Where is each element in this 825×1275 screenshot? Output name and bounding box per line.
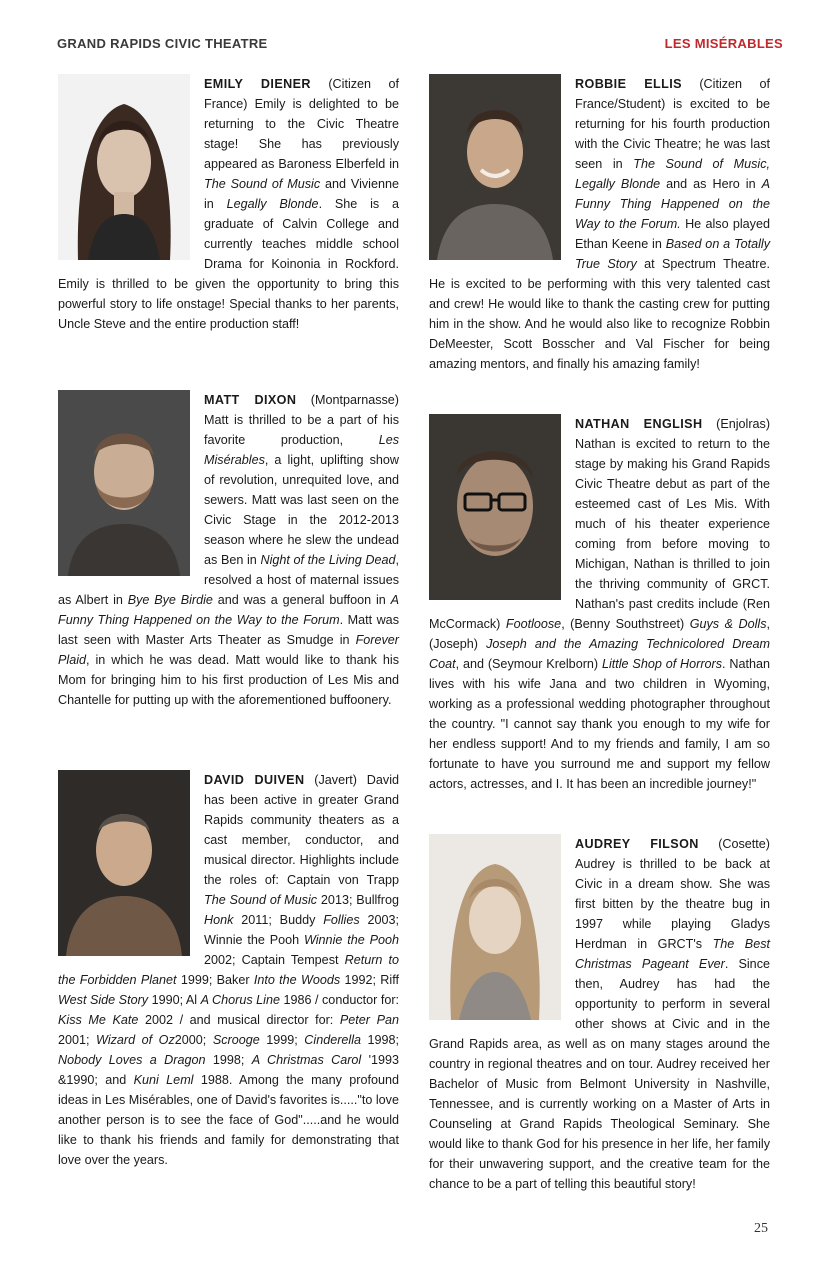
bio-title: Based on a Totally True Story: [575, 237, 770, 271]
bio-role: (Montparnasse): [310, 393, 399, 407]
headshot-audrey-filson: [429, 834, 561, 1020]
bio-text: . She is a graduate of Calvin College and currently teaches middle school Drama for Koinonia in Rockford. Emily is thrilled to be given the opportunity to bring this powerful story to life onstage! Special thanks to her parents, Uncle Steve and the entire production staff!: [58, 197, 399, 331]
bio-text: , (Benny Southstreet): [561, 617, 690, 631]
bio-text: , a light, uplifting show of revolution, unrequited love, and sewers. Matt was last seen on the Civic Stage in the 2012-2013 season where he slew the undead as Ben in: [204, 453, 399, 567]
bio-text: 2013; Bullfrog: [317, 893, 399, 907]
headshot-emily-diener: [58, 74, 190, 260]
bio-title: Legally Blonde: [226, 197, 319, 211]
bio-text: , (Joseph): [429, 617, 770, 651]
bio-text: 1999;: [259, 1033, 305, 1047]
bio-title: Forever Plaid: [58, 633, 399, 667]
bio-text: and Vivienne in: [204, 177, 399, 211]
bio-title: Peter Pan: [339, 1013, 399, 1027]
bio-name: ROBBIE ELLIS: [575, 77, 682, 91]
bio-text: and as Hero in: [660, 177, 762, 191]
bio-text: 1990; Al: [148, 993, 201, 1007]
bio-title: Into the Woods: [253, 973, 341, 987]
bio-title: Winnie the Pooh: [303, 933, 399, 947]
bio-name: EMILY DIENER: [204, 77, 311, 91]
bio-emily-diener: [58, 74, 399, 334]
left-column: [58, 74, 399, 1170]
bio-title: The Sound of Music: [204, 893, 318, 907]
bio-role: (Javert): [314, 773, 357, 787]
bio-title: Wizard of Oz: [96, 1033, 175, 1047]
headshot-matt-dixon: [58, 390, 190, 576]
headshot-robbie-ellis: [429, 74, 561, 260]
bio-text: 2002 / and musical director for:: [138, 1013, 340, 1027]
bio-text: . Nathan lives with his wife Jana and two children in Wyoming, working as a professional wedding photographer throughout the country. "I cannot say thank you enough to my wife for her endless support! And to my friends and family, I am so fortunate to have you surround me and support my fellow actors, actresses, and I. It has been an incredible journey!": [429, 657, 771, 791]
bio-text: 2001;: [58, 1033, 97, 1047]
bio-name: NATHAN ENGLISH: [575, 417, 703, 431]
bio-robbie-ellis: [429, 74, 770, 374]
bio-text: 2000;: [174, 1033, 213, 1047]
bio-text: and was a general buffoon in: [212, 593, 391, 607]
bio-title: Kiss Me Kate: [58, 1013, 139, 1027]
bio-text: 1998;: [205, 1053, 252, 1067]
bio-role: (Citizen of France/Student): [575, 77, 770, 111]
bio-title: A Chorus Line: [200, 993, 280, 1007]
page-number: 25: [754, 1221, 768, 1236]
bio-title: The Best Christmas Pageant Ever: [575, 937, 770, 971]
bio-text: . Since then, Audrey has had the opportunity to perform in several other shows at Civic and in the Grand Rapids area, as well as on many stages around the country in regional theatres and on tour. Audrey received her Bachelor of Music from Belmont University in Nashville, Tennessee, and is currently working on a Master of Arts in Counseling at Grand Rapids Theological Seminary. She would like to thank God for his presence in her life, her family for their unwavering support, and the creative team for the chance to be a part of telling this beautiful story!: [429, 957, 770, 1191]
bio-text: 1992; Riff: [340, 973, 399, 987]
bio-text: He also played Ethan Keene in: [575, 217, 770, 251]
bio-text: Matt is thrilled to be a part of his favorite production,: [204, 413, 399, 447]
bio-title: The Sound of Music, Legally Blonde: [575, 157, 770, 191]
bio-text: David has been active in greater Grand Rapids community theaters as a cast member, conductor, and musical director. Highlights include the roles of: Captain von Trapp: [204, 773, 400, 887]
bio-role: (Cosette): [718, 837, 770, 851]
bio-text: Emily is delighted to be returning to the Civic Theatre stage! She has previously appeared as Baroness Elberfeld in: [204, 97, 399, 171]
bio-title: Guys & Dolls: [689, 617, 767, 631]
bio-text: 1986 / conductor for:: [279, 993, 400, 1007]
bio-text: Audrey is thrilled to be back at Civic in a dream show. She was first bitten by the theatre bug in 1997 while playing Gladys Herdman in GRCT's: [575, 857, 770, 951]
bio-nathan-english: [429, 414, 770, 794]
bio-matt-dixon: [58, 390, 399, 710]
bio-title: Return to the Forbidden Planet: [58, 953, 399, 987]
bio-text: 1998;: [361, 1033, 400, 1047]
header-show-title: LES MISÉRABLES: [664, 36, 783, 51]
bio-text: 2011; Buddy: [233, 913, 324, 927]
bio-title: Follies: [323, 913, 360, 927]
bio-title: The Sound of Music: [204, 177, 321, 191]
bio-title: Nobody Loves a Dragon: [58, 1053, 206, 1067]
bio-text: . Matt was last seen with Master Arts Theater as Smudge in: [58, 613, 399, 647]
bio-text: 2003; Winnie the Pooh: [204, 913, 399, 947]
bio-text: Nathan is excited to return to the stage by making his Grand Rapids Civic Theatre debut as part of the esteemed cast of Les Mis. With much of his theater experience coming from before moving to Michigan, Nathan is thrilled to join the thriving community of GRCT. Nathan's past credits include (Ren McCormack): [429, 437, 770, 631]
bio-text: 2002; Captain Tempest: [204, 953, 345, 967]
headshot-nathan-english: [429, 414, 561, 600]
bio-david-duiven: [58, 770, 399, 1170]
bio-title: Les Misérables: [204, 433, 399, 467]
header-theatre-name: GRAND RAPIDS CIVIC THEATRE: [57, 36, 268, 51]
bio-title: Footloose: [505, 617, 562, 631]
bio-name: AUDREY FILSON: [575, 837, 699, 851]
bio-text: , in which he was dead. Matt would like to thank his Mom for bringing him to his first production of Les Mis and Chantelle for putting up with the aforementioned buffoonery.: [58, 653, 399, 707]
bio-title: Honk: [204, 913, 234, 927]
right-column: [429, 74, 770, 1194]
bio-title: Bye Bye Birdie: [127, 593, 213, 607]
bio-text: '1993 &1990; and: [58, 1053, 400, 1087]
bio-text: , resolved a host of maternal issues as Albert in: [58, 553, 399, 607]
bio-text: at Spectrum Theatre. He is excited to be performing with this very talented cast and crew! He would like to thank the casting crew for putting him in the show. And he would also like to recognize Robbin DeMeester, Scott Bosscher and Val Fischer for being amazing mentors, and finally his amazing family!: [429, 257, 770, 371]
bio-title: Scrooge: [212, 1033, 260, 1047]
bio-text: 1999; Baker: [176, 973, 254, 987]
bio-audrey-filson: [429, 834, 770, 1194]
bio-title: Cinderella: [304, 1033, 361, 1047]
bio-title: Night of the Living Dead: [260, 553, 396, 567]
bio-role: (Enjolras): [716, 417, 771, 431]
bio-name: MATT DIXON: [204, 393, 297, 407]
bio-title: A Funny Thing Happened on the Way to the Forum.: [575, 177, 770, 231]
bio-text: is excited to be returning for his fourth production with the Civic Theatre; he was last seen in: [575, 97, 770, 171]
bio-title: West Side Story: [58, 993, 149, 1007]
bio-role: (Citizen of France): [204, 77, 399, 111]
bio-title: Joseph and the Amazing Technicolored Dream Coat: [429, 637, 771, 671]
bio-title: Little Shop of Horrors: [601, 657, 723, 671]
bio-text: 1988. Among the many profound ideas in Les Misérables, one of David's favorites is....."to love another person is to see the face of God".....and he would like to thank his friends and family for demonstrating that love over the years.: [58, 1073, 399, 1167]
bio-title: A Funny Thing Happened on the Way to the Forum: [58, 593, 399, 627]
headshot-david-duiven: [58, 770, 190, 956]
bio-name: DAVID DUIVEN: [204, 773, 305, 787]
bio-title: Kuni Leml: [133, 1073, 194, 1087]
bio-title: A Christmas Carol: [251, 1053, 362, 1067]
bio-text: , and (Seymour Krelborn): [455, 657, 602, 671]
